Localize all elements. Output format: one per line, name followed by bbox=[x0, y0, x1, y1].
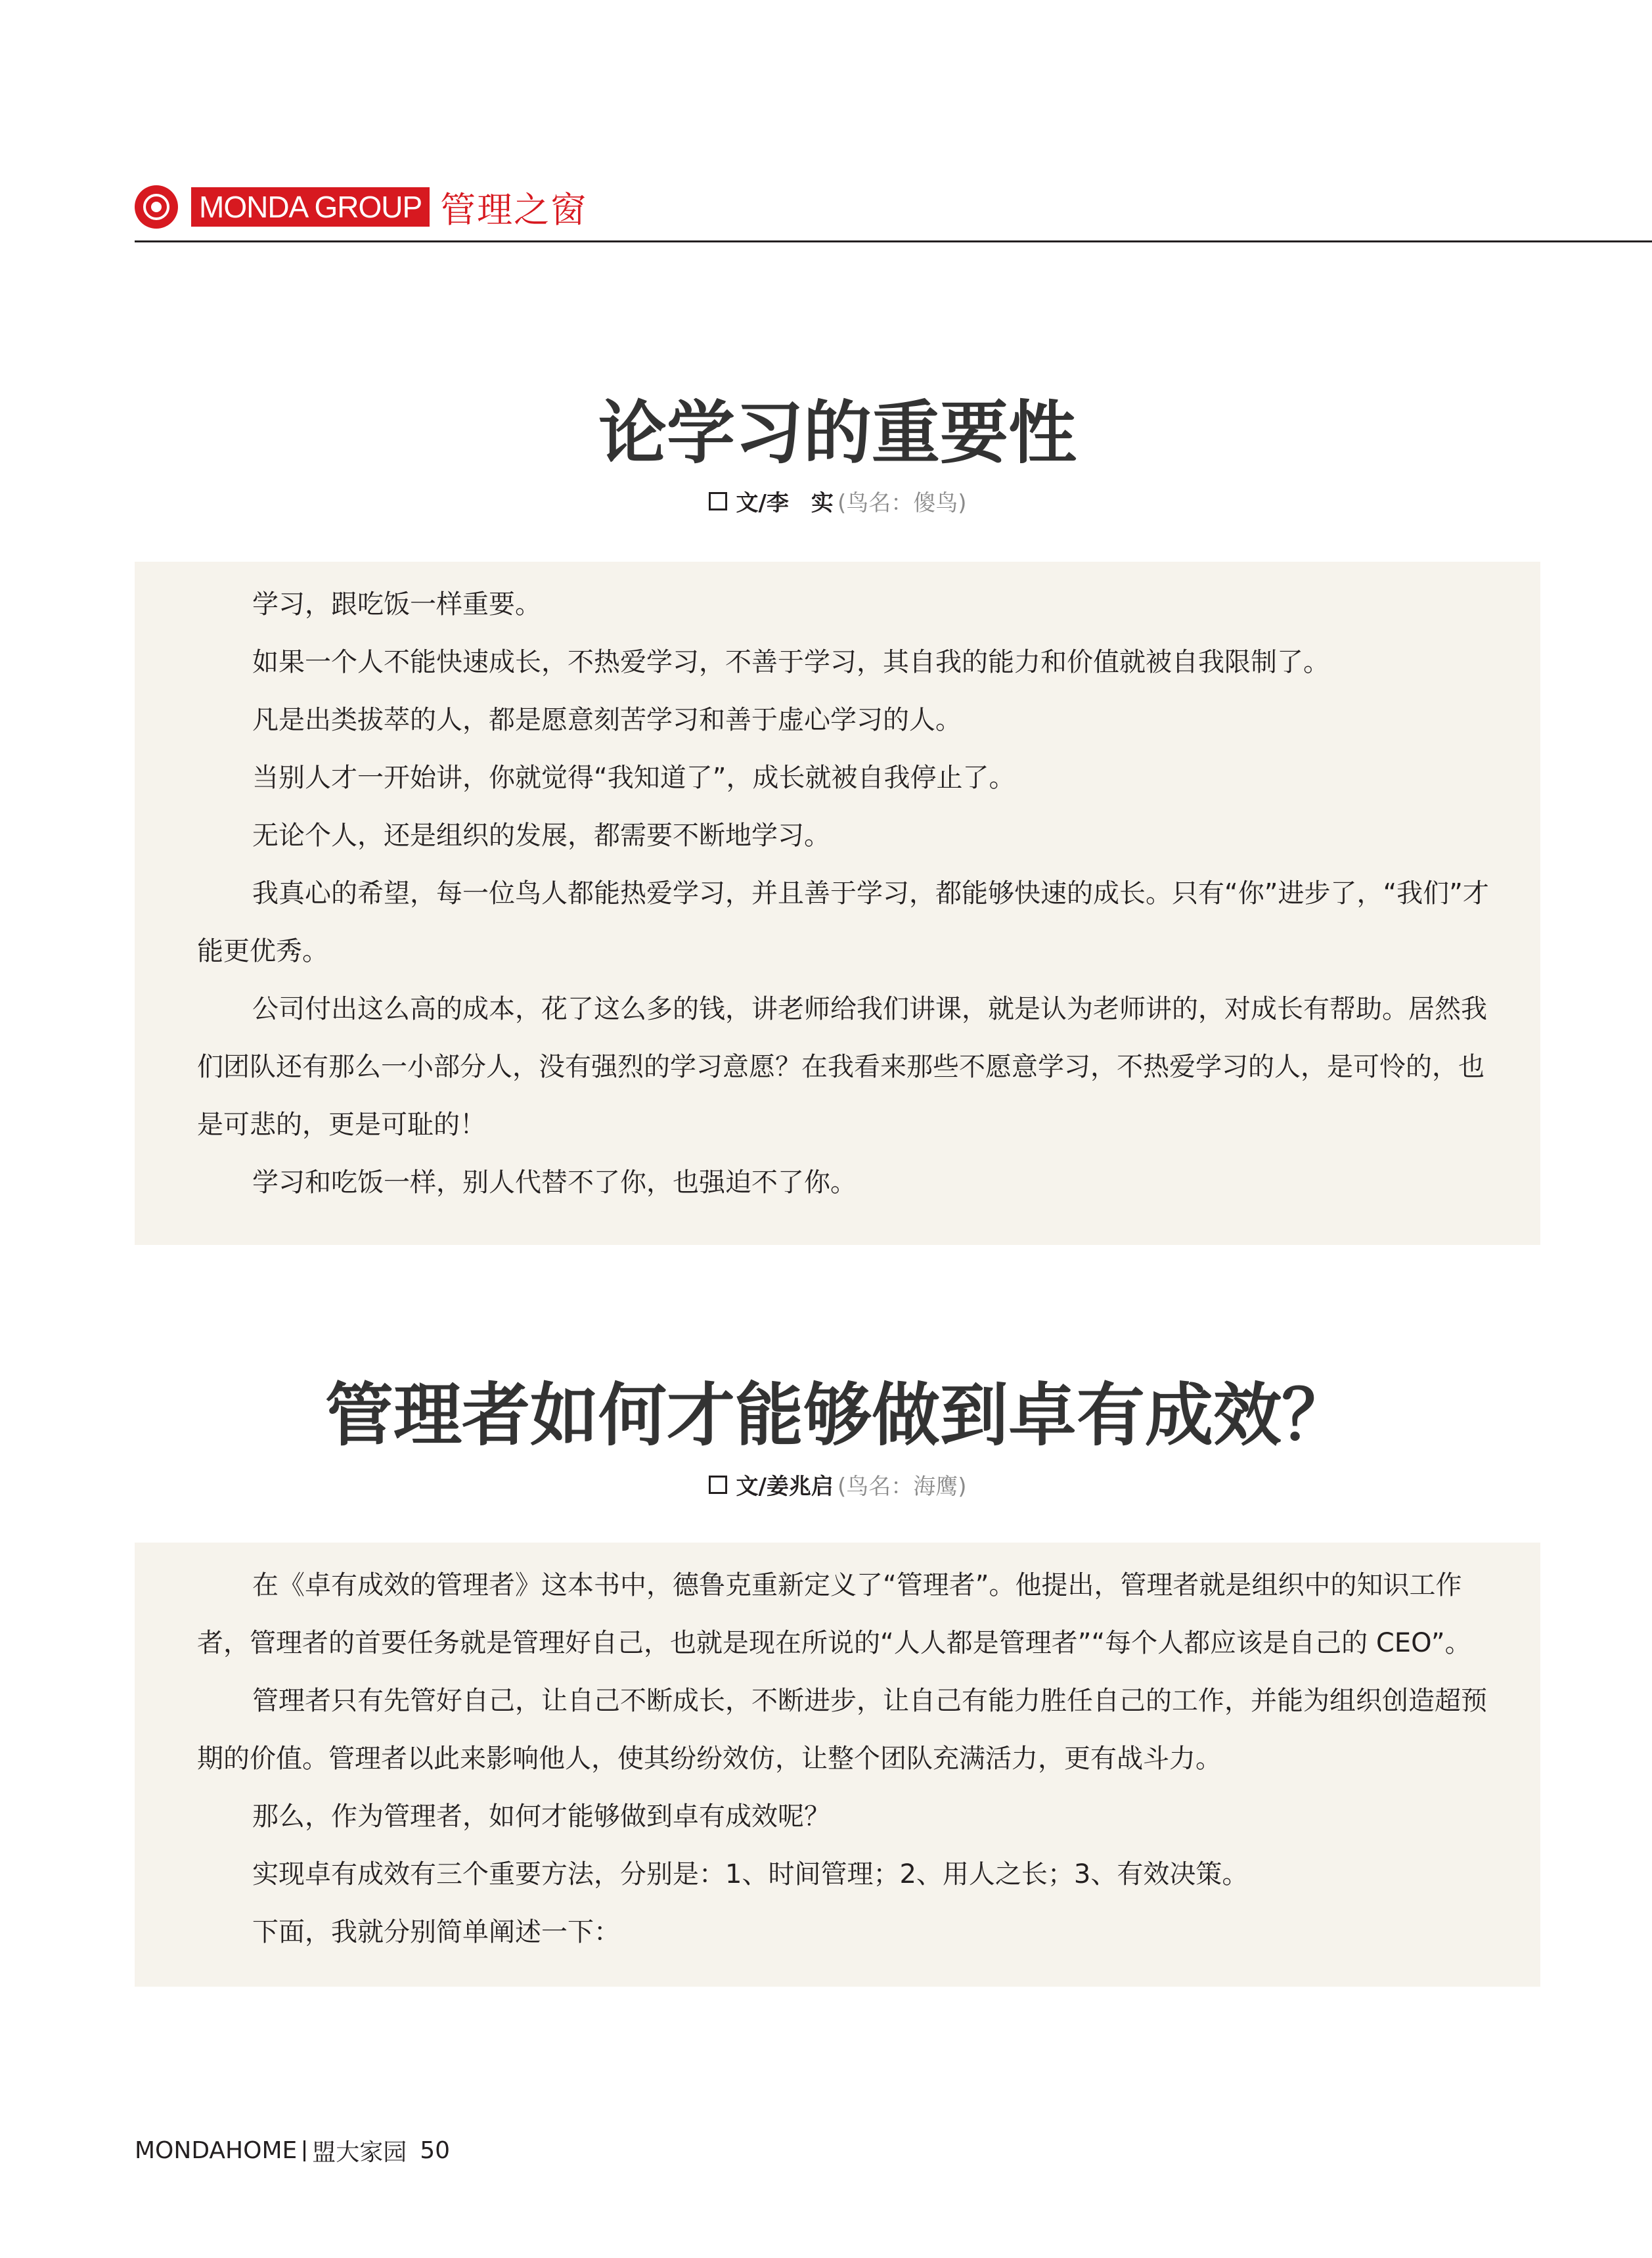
article1-paragraph: 学习和吃饭一样，别人代替不了你，也强迫不了你。 bbox=[252, 1167, 857, 1198]
section-title: 管理之窗 bbox=[440, 189, 588, 231]
article2-paragraph: 下面，我就分别简单阐述一下： bbox=[252, 1917, 620, 1947]
article2-alias: (鸟名：海鹰) bbox=[837, 1474, 967, 1500]
article2-byline bbox=[135, 1468, 1540, 1501]
checkbox-square-icon bbox=[709, 492, 727, 510]
article1-byline bbox=[135, 485, 1540, 517]
article1-title: 论学习的重要性 bbox=[598, 393, 1077, 473]
article2-paragraph: 管理者只有先管好自己，让自己不断成长，不断进步，让自己有能力胜任自己的工作，并能为组织创造超预期的价值。管理者以此来影响他人，使其纷纷效仿，让整个团队充满活力，更有战斗力。 bbox=[197, 1686, 1487, 1774]
article1-alias: (鸟名：傻鸟) bbox=[837, 490, 967, 516]
article2-title: 管理者如何才能够做到卓有成效？ bbox=[324, 1375, 1350, 1455]
page-header bbox=[135, 179, 587, 235]
header-divider bbox=[135, 240, 1652, 242]
article1-paragraph: 凡是出类拔萃的人，都是愿意刻苦学习和善于虚心学习的人。 bbox=[252, 705, 962, 735]
article2-paragraph: 那么，作为管理者，如何才能够做到卓有成效呢？ bbox=[252, 1801, 830, 1832]
monda-logo-icon bbox=[135, 185, 178, 229]
article1-paragraph: 学习，跟吃饭一样重要。 bbox=[252, 589, 541, 620]
article1-paragraph: 当别人才一开始讲，你就觉得“我知道了”，成长就被自我停止了。 bbox=[252, 763, 1016, 793]
article1-paragraph: 公司付出这么高的成本，花了这么多的钱，讲老师给我们讲课，就是认为老师讲的，对成长有帮助。居然我们团队还有那么一小部分人，没有强烈的学习意愿？在我看来那些不愿意学习，不热爱学习的人，是可怜的，也是可悲的，更是可耻的！ bbox=[197, 994, 1487, 1140]
article1-author: 文/李 实 bbox=[736, 490, 834, 516]
footer-brand: MONDAHOME bbox=[135, 2137, 298, 2164]
article1-paragraph: 我真心的希望，每一位鸟人都能热爱学习，并且善于学习，都能够快速的成长。只有“你”进步了，“我们”才能更优秀。 bbox=[197, 878, 1489, 966]
article2-paragraph: 在《卓有成效的管理者》这本书中，德鲁克重新定义了“管理者”。他提出，管理者就是组织中的知识工作者，管理者的首要任务就是管理好自己，也就是现在所说的“人人都是管理者”“每个人都应该是自己的 CEO”。 bbox=[197, 1570, 1471, 1658]
article1-paragraph: 如果一个人不能快速成长，不热爱学习，不善于学习，其自我的能力和价值就被自我限制了。 bbox=[252, 647, 1329, 677]
page-footer bbox=[135, 2134, 450, 2167]
article2-paragraph: 实现卓有成效有三个重要方法，分别是：1、时间管理；2、用人之长；3、有效决策。 bbox=[252, 1859, 1249, 1889]
article2-body bbox=[135, 1543, 1540, 1987]
footer-magazine: 盟大家园 bbox=[312, 2139, 407, 2166]
page-number: 50 bbox=[420, 2137, 451, 2164]
footer-separator bbox=[303, 2140, 305, 2161]
article2-author: 文/姜兆启 bbox=[736, 1474, 834, 1500]
group-label: MONDA GROUP bbox=[191, 187, 430, 227]
checkbox-square-icon bbox=[709, 1476, 727, 1494]
article1-paragraph: 无论个人，还是组织的发展，都需要不断地学习。 bbox=[252, 821, 830, 851]
article1-body bbox=[135, 562, 1540, 1245]
